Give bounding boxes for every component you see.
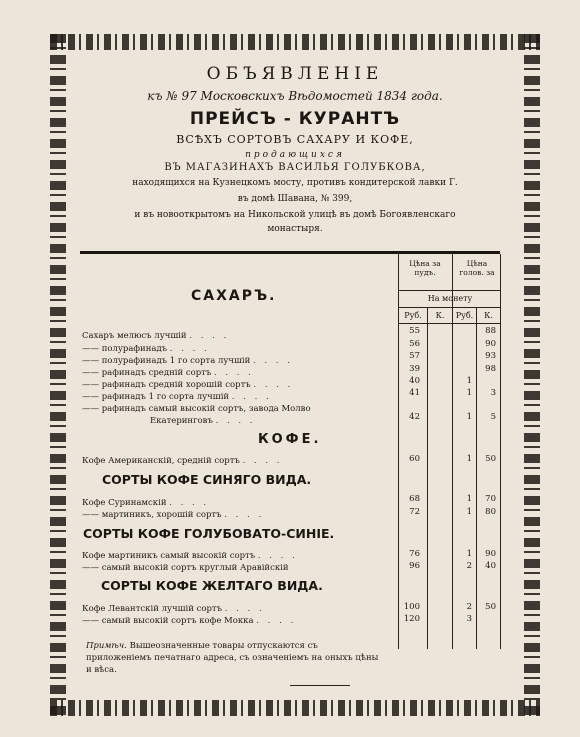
table-divider: [476, 308, 477, 649]
price-value: 50: [485, 454, 496, 464]
price-value: 70: [485, 494, 496, 504]
kop-header: К.: [484, 311, 493, 320]
table-row: —— самый высокій сортъ кофе Мокка . . . .: [82, 616, 297, 626]
price-per-head-header: Цѣна голов. за: [459, 259, 495, 277]
table-row: Кофе Левантскій лучшій сортъ . . . .: [82, 604, 265, 614]
price-value: 3: [466, 614, 472, 624]
section-bluegray-coffee: СОРТЫ КОФЕ ГОЛУБОВАТО-СИНIЕ.: [83, 526, 335, 541]
price-value: 88: [485, 326, 496, 336]
price-value: 1: [466, 494, 472, 504]
table-row: —— полурафинадъ . . . .: [82, 344, 210, 354]
price-value: 55: [409, 326, 420, 336]
price-value: 3: [490, 388, 496, 398]
footnote-text: Вышеозначенные товары отпускаются съ приложенiемъ печатнаго адреса, съ означенiемъ на оныхъ цѣны и вѣса.: [86, 641, 379, 675]
all-sorts-line: ВСѢХЪ СОРТОВЪ САХАРУ И КОФЕ,: [176, 133, 414, 146]
table-divider: [398, 323, 500, 324]
section-sugar: САХАРЪ.: [191, 288, 277, 304]
price-value: 96: [409, 561, 420, 571]
table-row: Сахаръ мелюсъ лучшій . . . .: [82, 331, 230, 341]
section-yellow-coffee: СОРТЫ КОФЕ ЖЕЛТАГО ВИДА.: [101, 578, 323, 593]
price-value: 98: [485, 364, 496, 374]
table-row: —— полурафинадъ 1 го сорта лучшій . . . .: [82, 356, 293, 366]
table-row: —— рафинадъ средній хорошій сортъ . . . .: [82, 380, 294, 390]
table-row: —— рафинадъ средній сортъ . . . .: [82, 368, 254, 378]
table-divider: [500, 254, 501, 649]
price-value: 93: [485, 351, 496, 361]
price-list-headline: ПРЕЙСЪ - КУРАНТЪ: [189, 109, 401, 129]
price-value: 40: [409, 376, 420, 386]
table-row: —— мартиникъ, хорошій сортъ . . . .: [82, 510, 265, 520]
ornamental-border-right: [524, 34, 540, 716]
price-value: 1: [466, 376, 472, 386]
price-value: 57: [409, 351, 420, 361]
table-row: Кофе Суринамскій . . . .: [82, 498, 210, 508]
footer-rule: [290, 685, 350, 686]
announcement-title: ОБЪЯВЛЕНIЕ: [206, 64, 384, 84]
price-value: 80: [485, 507, 496, 517]
rub-header: Руб.: [404, 311, 422, 320]
price-value: 42: [409, 412, 420, 422]
price-value: 1: [466, 549, 472, 559]
kop-header: К.: [435, 311, 445, 320]
footnote-label: Примѣч.: [86, 641, 127, 651]
table-divider: [398, 290, 500, 291]
table-row: Екатеринговъ . . . .: [150, 416, 256, 426]
price-value: 72: [409, 507, 420, 517]
price-per-pood-header: Цѣна за пудъ.: [409, 259, 441, 277]
newspaper-reference: къ № 97 Московскихъ Вѣдомостей 1834 года.: [147, 89, 443, 103]
price-value: 5: [490, 412, 496, 422]
rub-header: Руб.: [455, 311, 474, 320]
price-value: 56: [409, 339, 420, 349]
footnote: [86, 640, 386, 676]
price-value: 60: [409, 454, 420, 464]
section-blue-coffee: СОРТЫ КОФЕ СИНЯГО ВИДА.: [102, 472, 312, 487]
price-value: 2: [466, 561, 472, 571]
house-line: въ домѣ Шавана, № 399,: [237, 194, 353, 204]
table-row: Кофе Американскій, средній сортъ . . . .: [82, 456, 283, 466]
sold-line: продающихся: [245, 150, 345, 160]
ornamental-border-left: [50, 34, 66, 716]
table-divider: [427, 308, 428, 649]
price-value: 2: [466, 602, 472, 612]
table-row: —— рафинадъ 1 го сорта лучшій . . . .: [82, 392, 272, 402]
location-line: находящихся на Кузнецкомъ мосту, противъ кондитерской лавки Г.: [132, 178, 458, 188]
price-value: 120: [403, 614, 420, 624]
price-value: 100: [403, 602, 420, 612]
table-divider: [398, 307, 500, 308]
table-row: —— самый высокій сортъ круглый Аравійскій: [82, 563, 289, 573]
price-value: 1: [466, 454, 472, 464]
price-value: 76: [409, 549, 420, 559]
shops-line: ВЪ МАГАЗИНАХЪ ВАСИЛЬЯ ГОЛУБКОВА,: [164, 162, 426, 173]
price-value: 1: [466, 507, 472, 517]
price-value: 39: [409, 364, 420, 374]
ornamental-border-top: [50, 34, 540, 50]
price-value: 1: [466, 412, 472, 422]
per-coin-header: На монету: [427, 294, 473, 303]
price-value: 1: [466, 388, 472, 398]
price-value: 50: [485, 602, 496, 612]
price-value: 90: [485, 339, 496, 349]
price-value: 41: [409, 388, 420, 398]
price-value: 68: [409, 494, 420, 504]
ornamental-border-bottom: [50, 700, 540, 716]
price-value: 40: [485, 561, 496, 571]
section-coffee: КОФЕ.: [258, 432, 322, 447]
new-shop-line: и въ новооткрытомъ на Никольской улицѣ въ домѣ Богоявленскаго: [134, 210, 456, 220]
monastery-line: монастыря.: [267, 224, 323, 234]
price-value: 90: [485, 549, 496, 559]
header-rule: [80, 251, 500, 254]
table-row: —— рафинадъ самый высокій сортъ, завода Молво: [82, 404, 311, 414]
table-row: Кофе мартиникъ самый высокій сортъ . . . .: [82, 551, 298, 561]
